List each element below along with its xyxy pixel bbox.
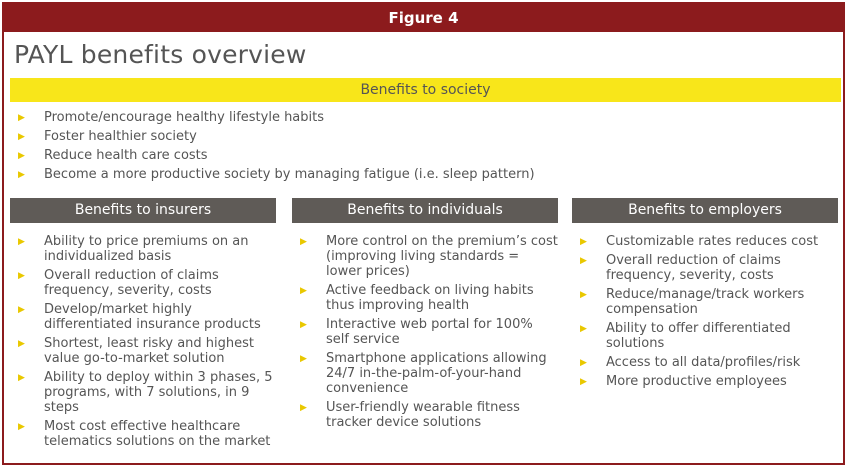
- employers-list: [572, 234, 838, 389]
- triangle-right-icon: ▶: [18, 113, 25, 123]
- list-item: [572, 355, 838, 370]
- list-item-text: Overall reduction of claims frequency, severity, costs: [44, 268, 219, 298]
- list-item: [10, 268, 276, 298]
- individuals-heading: Benefits to individuals: [292, 198, 558, 223]
- list-item: [10, 419, 276, 449]
- figure-frame: [2, 2, 845, 465]
- triangle-right-icon: ▶: [18, 271, 25, 281]
- insurers-heading: Benefits to insurers: [10, 198, 276, 223]
- triangle-right-icon: ▶: [580, 290, 587, 300]
- triangle-right-icon: ▶: [300, 320, 307, 330]
- list-item-text: Overall reduction of claims frequency, severity, costs: [606, 253, 781, 283]
- list-item-text: Promote/encourage healthy lifestyle habits: [44, 110, 325, 125]
- triangle-right-icon: ▶: [18, 170, 25, 180]
- employers-column: [572, 198, 838, 393]
- triangle-right-icon: ▶: [18, 237, 25, 247]
- list-item-text: Smartphone applications allowing 24/7 in-the-palm-of-your-hand convenience: [326, 351, 547, 396]
- triangle-right-icon: ▶: [580, 324, 587, 334]
- list-item: [572, 374, 838, 389]
- list-item-text: More productive employees: [606, 374, 787, 389]
- list-item-text: Develop/market highly differentiated insurance products: [44, 302, 261, 332]
- list-item: [292, 283, 558, 313]
- triangle-right-icon: ▶: [300, 403, 307, 413]
- list-item: [10, 129, 830, 144]
- list-item-text: User-friendly wearable fitness tracker device solutions: [326, 400, 520, 430]
- list-item-text: Interactive web portal for 100% self service: [326, 317, 533, 347]
- list-item: [10, 302, 276, 332]
- list-item-text: Customizable rates reduces cost: [606, 234, 819, 249]
- list-item: [10, 370, 276, 415]
- triangle-right-icon: ▶: [300, 286, 307, 296]
- list-item-text: Ability to offer differentiated solutions: [606, 321, 791, 351]
- individuals-column: [292, 198, 558, 434]
- list-item-text: More control on the premium’s cost (improving living standards = lower prices): [326, 234, 558, 279]
- list-item-text: Reduce health care costs: [44, 148, 208, 163]
- list-item-text: Become a more productive society by managing fatigue (i.e. sleep pattern): [44, 167, 535, 182]
- figure-label: Figure 4: [4, 4, 843, 32]
- triangle-right-icon: ▶: [18, 151, 25, 161]
- list-item: [10, 336, 276, 366]
- triangle-right-icon: ▶: [580, 358, 587, 368]
- list-item: [572, 321, 838, 351]
- individuals-list: [292, 234, 558, 430]
- employers-heading: Benefits to employers: [572, 198, 838, 223]
- triangle-right-icon: ▶: [18, 305, 25, 315]
- triangle-right-icon: ▶: [18, 373, 25, 383]
- triangle-right-icon: ▶: [580, 256, 587, 266]
- triangle-right-icon: ▶: [580, 237, 587, 247]
- triangle-right-icon: ▶: [300, 354, 307, 364]
- list-item: [10, 167, 830, 182]
- list-item-text: Ability to price premiums on an individualized basis: [44, 234, 249, 264]
- list-item: [572, 287, 838, 317]
- triangle-right-icon: ▶: [18, 339, 25, 349]
- list-item-text: Reduce/manage/track workers compensation: [606, 287, 805, 317]
- list-item: [292, 351, 558, 396]
- list-item: [10, 148, 830, 163]
- society-heading: Benefits to society: [10, 78, 841, 102]
- list-item-text: Shortest, least risky and highest value go-to-market solution: [44, 336, 255, 366]
- list-item-text: Foster healthier society: [44, 129, 197, 144]
- triangle-right-icon: ▶: [18, 132, 25, 142]
- insurers-list: [10, 234, 276, 449]
- list-item: [292, 400, 558, 430]
- list-item: [292, 317, 558, 347]
- list-item: [572, 234, 838, 249]
- society-list: [10, 110, 830, 186]
- list-item: [292, 234, 558, 279]
- triangle-right-icon: ▶: [300, 237, 307, 247]
- list-item-text: Access to all data/profiles/risk: [606, 355, 801, 370]
- list-item-text: Most cost effective healthcare telematics solutions on the market: [44, 419, 271, 449]
- list-item-text: Active feedback on living habits thus improving health: [326, 283, 534, 313]
- triangle-right-icon: ▶: [580, 377, 587, 387]
- list-item: [10, 110, 830, 125]
- triangle-right-icon: ▶: [18, 422, 25, 432]
- list-item-text: Ability to deploy within 3 phases, 5 programs, with 7 solutions, in 9 steps: [44, 370, 273, 415]
- list-item: [10, 234, 276, 264]
- page-title: PAYL benefits overview: [14, 40, 307, 69]
- insurers-column: [10, 198, 276, 453]
- list-item: [572, 253, 838, 283]
